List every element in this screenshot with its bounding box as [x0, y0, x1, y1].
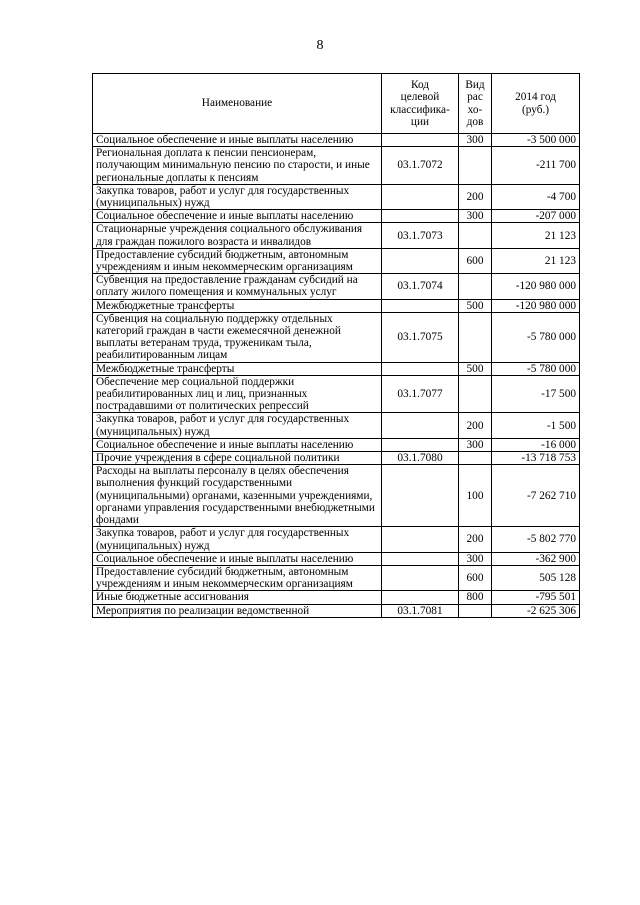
code-cell: 03.1.7081 [382, 604, 459, 617]
name-cell: Предоставление субсидий бюджетным, автономным учреждениям и иным некоммерческим организациям [93, 565, 382, 590]
table-row [93, 465, 580, 527]
code-cell: 03.1.7075 [382, 312, 459, 362]
table-row [93, 375, 580, 413]
header-name: Наименование [93, 74, 382, 134]
name-cell: Социальное обеспечение и иные выплаты населению [93, 438, 382, 451]
name-cell: Закупка товаров, работ и услуг для государственных (муниципальных) нужд [93, 527, 382, 552]
table-row [93, 274, 580, 299]
code-cell [382, 184, 459, 209]
kind-cell: 800 [459, 591, 492, 604]
code-cell [382, 248, 459, 273]
code-cell: 03.1.7080 [382, 452, 459, 465]
name-cell: Прочие учреждения в сфере социальной политики [93, 452, 382, 465]
code-cell: 03.1.7072 [382, 147, 459, 185]
amount-cell: 21 123 [492, 223, 580, 248]
amount-cell: -17 500 [492, 375, 580, 413]
kind-cell: 500 [459, 299, 492, 312]
amount-cell: -795 501 [492, 591, 580, 604]
name-cell: Мероприятия по реализации ведомственной [93, 604, 382, 617]
name-cell: Региональная доплата к пенсии пенсионерам, получающим минимальную пенсию по старости, и иные региональные доплаты к пенсиям [93, 147, 382, 185]
code-cell [382, 465, 459, 527]
amount-cell: -120 980 000 [492, 299, 580, 312]
name-cell: Социальное обеспечение и иные выплаты населению [93, 134, 382, 147]
table-row [93, 134, 580, 147]
name-cell: Социальное обеспечение и иные выплаты населению [93, 210, 382, 223]
name-cell: Социальное обеспечение и иные выплаты населению [93, 552, 382, 565]
page-number: 8 [316, 38, 324, 53]
code-cell: 03.1.7074 [382, 274, 459, 299]
amount-cell: -4 700 [492, 184, 580, 209]
amount-cell: -5 802 770 [492, 527, 580, 552]
table-row [93, 527, 580, 552]
table-row [93, 210, 580, 223]
name-cell: Стационарные учреждения социального обслуживания для граждан пожилого возраста и инвалидов [93, 223, 382, 248]
amount-cell: -16 000 [492, 438, 580, 451]
code-cell [382, 552, 459, 565]
table-row [93, 565, 580, 590]
code-cell [382, 413, 459, 438]
amount-cell: -1 500 [492, 413, 580, 438]
table-row [93, 413, 580, 438]
table-row [93, 552, 580, 565]
amount-cell: -3 500 000 [492, 134, 580, 147]
name-cell: Закупка товаров, работ и услуг для государственных (муниципальных) нужд [93, 184, 382, 209]
kind-cell [459, 274, 492, 299]
code-cell [382, 362, 459, 375]
name-cell: Субвенция на предоставление гражданам субсидий на оплату жилого помещения и коммунальных услуг [93, 274, 382, 299]
table-row [93, 452, 580, 465]
kind-cell [459, 375, 492, 413]
amount-cell: 21 123 [492, 248, 580, 273]
table-row [93, 147, 580, 185]
table-row [93, 438, 580, 451]
kind-cell: 300 [459, 552, 492, 565]
table-row [93, 184, 580, 209]
header-kind: Вид рас хо- дов [459, 74, 492, 134]
code-cell: 03.1.7073 [382, 223, 459, 248]
kind-cell [459, 452, 492, 465]
code-cell [382, 134, 459, 147]
amount-cell: -362 900 [492, 552, 580, 565]
code-cell [382, 591, 459, 604]
amount-cell: -7 262 710 [492, 465, 580, 527]
kind-cell [459, 312, 492, 362]
name-cell: Предоставление субсидий бюджетным, автономным учреждениям и иным некоммерческим организациям [93, 248, 382, 273]
name-cell: Закупка товаров, работ и услуг для государственных (муниципальных) нужд [93, 413, 382, 438]
kind-cell: 200 [459, 184, 492, 209]
table-row [93, 362, 580, 375]
code-cell [382, 527, 459, 552]
table-header-row [93, 74, 580, 134]
table-row [93, 299, 580, 312]
amount-cell: -5 780 000 [492, 362, 580, 375]
name-cell: Межбюджетные трансферты [93, 362, 382, 375]
amount-cell: -120 980 000 [492, 274, 580, 299]
table-row [93, 248, 580, 273]
kind-cell: 100 [459, 465, 492, 527]
table-row [93, 223, 580, 248]
name-cell: Обеспечение мер социальной поддержки реабилитированных лиц и лиц, признанных пострадавшими от политических репрессий [93, 375, 382, 413]
amount-cell: -2 625 306 [492, 604, 580, 617]
amount-cell: -211 700 [492, 147, 580, 185]
table-row [93, 604, 580, 617]
header-amount: 2014 год (руб.) [492, 74, 580, 134]
table-row [93, 591, 580, 604]
name-cell: Субвенция на социальную поддержку отдельных категорий граждан в части ежемесячной денежной выплаты ветеранам труда, труженикам тыла, реабилитированным лицам [93, 312, 382, 362]
name-cell: Межбюджетные трансферты [93, 299, 382, 312]
amount-cell: -5 780 000 [492, 312, 580, 362]
budget-table [92, 73, 580, 618]
kind-cell: 300 [459, 438, 492, 451]
kind-cell: 600 [459, 565, 492, 590]
kind-cell: 300 [459, 210, 492, 223]
header-code: Код целевой классифика- ции [382, 74, 459, 134]
code-cell [382, 565, 459, 590]
code-cell [382, 210, 459, 223]
kind-cell: 200 [459, 413, 492, 438]
amount-cell: -13 718 753 [492, 452, 580, 465]
kind-cell [459, 604, 492, 617]
kind-cell [459, 147, 492, 185]
name-cell: Расходы на выплаты персоналу в целях обеспечения выполнения функций государственными (муниципальными) органами, казенными учреждениями, органами управления государственными внебюджетными фондами [93, 465, 382, 527]
kind-cell [459, 223, 492, 248]
code-cell [382, 299, 459, 312]
code-cell [382, 438, 459, 451]
table-row [93, 312, 580, 362]
kind-cell: 300 [459, 134, 492, 147]
kind-cell: 600 [459, 248, 492, 273]
kind-cell: 500 [459, 362, 492, 375]
amount-cell: -207 000 [492, 210, 580, 223]
name-cell: Иные бюджетные ассигнования [93, 591, 382, 604]
kind-cell: 200 [459, 527, 492, 552]
code-cell: 03.1.7077 [382, 375, 459, 413]
amount-cell: 505 128 [492, 565, 580, 590]
